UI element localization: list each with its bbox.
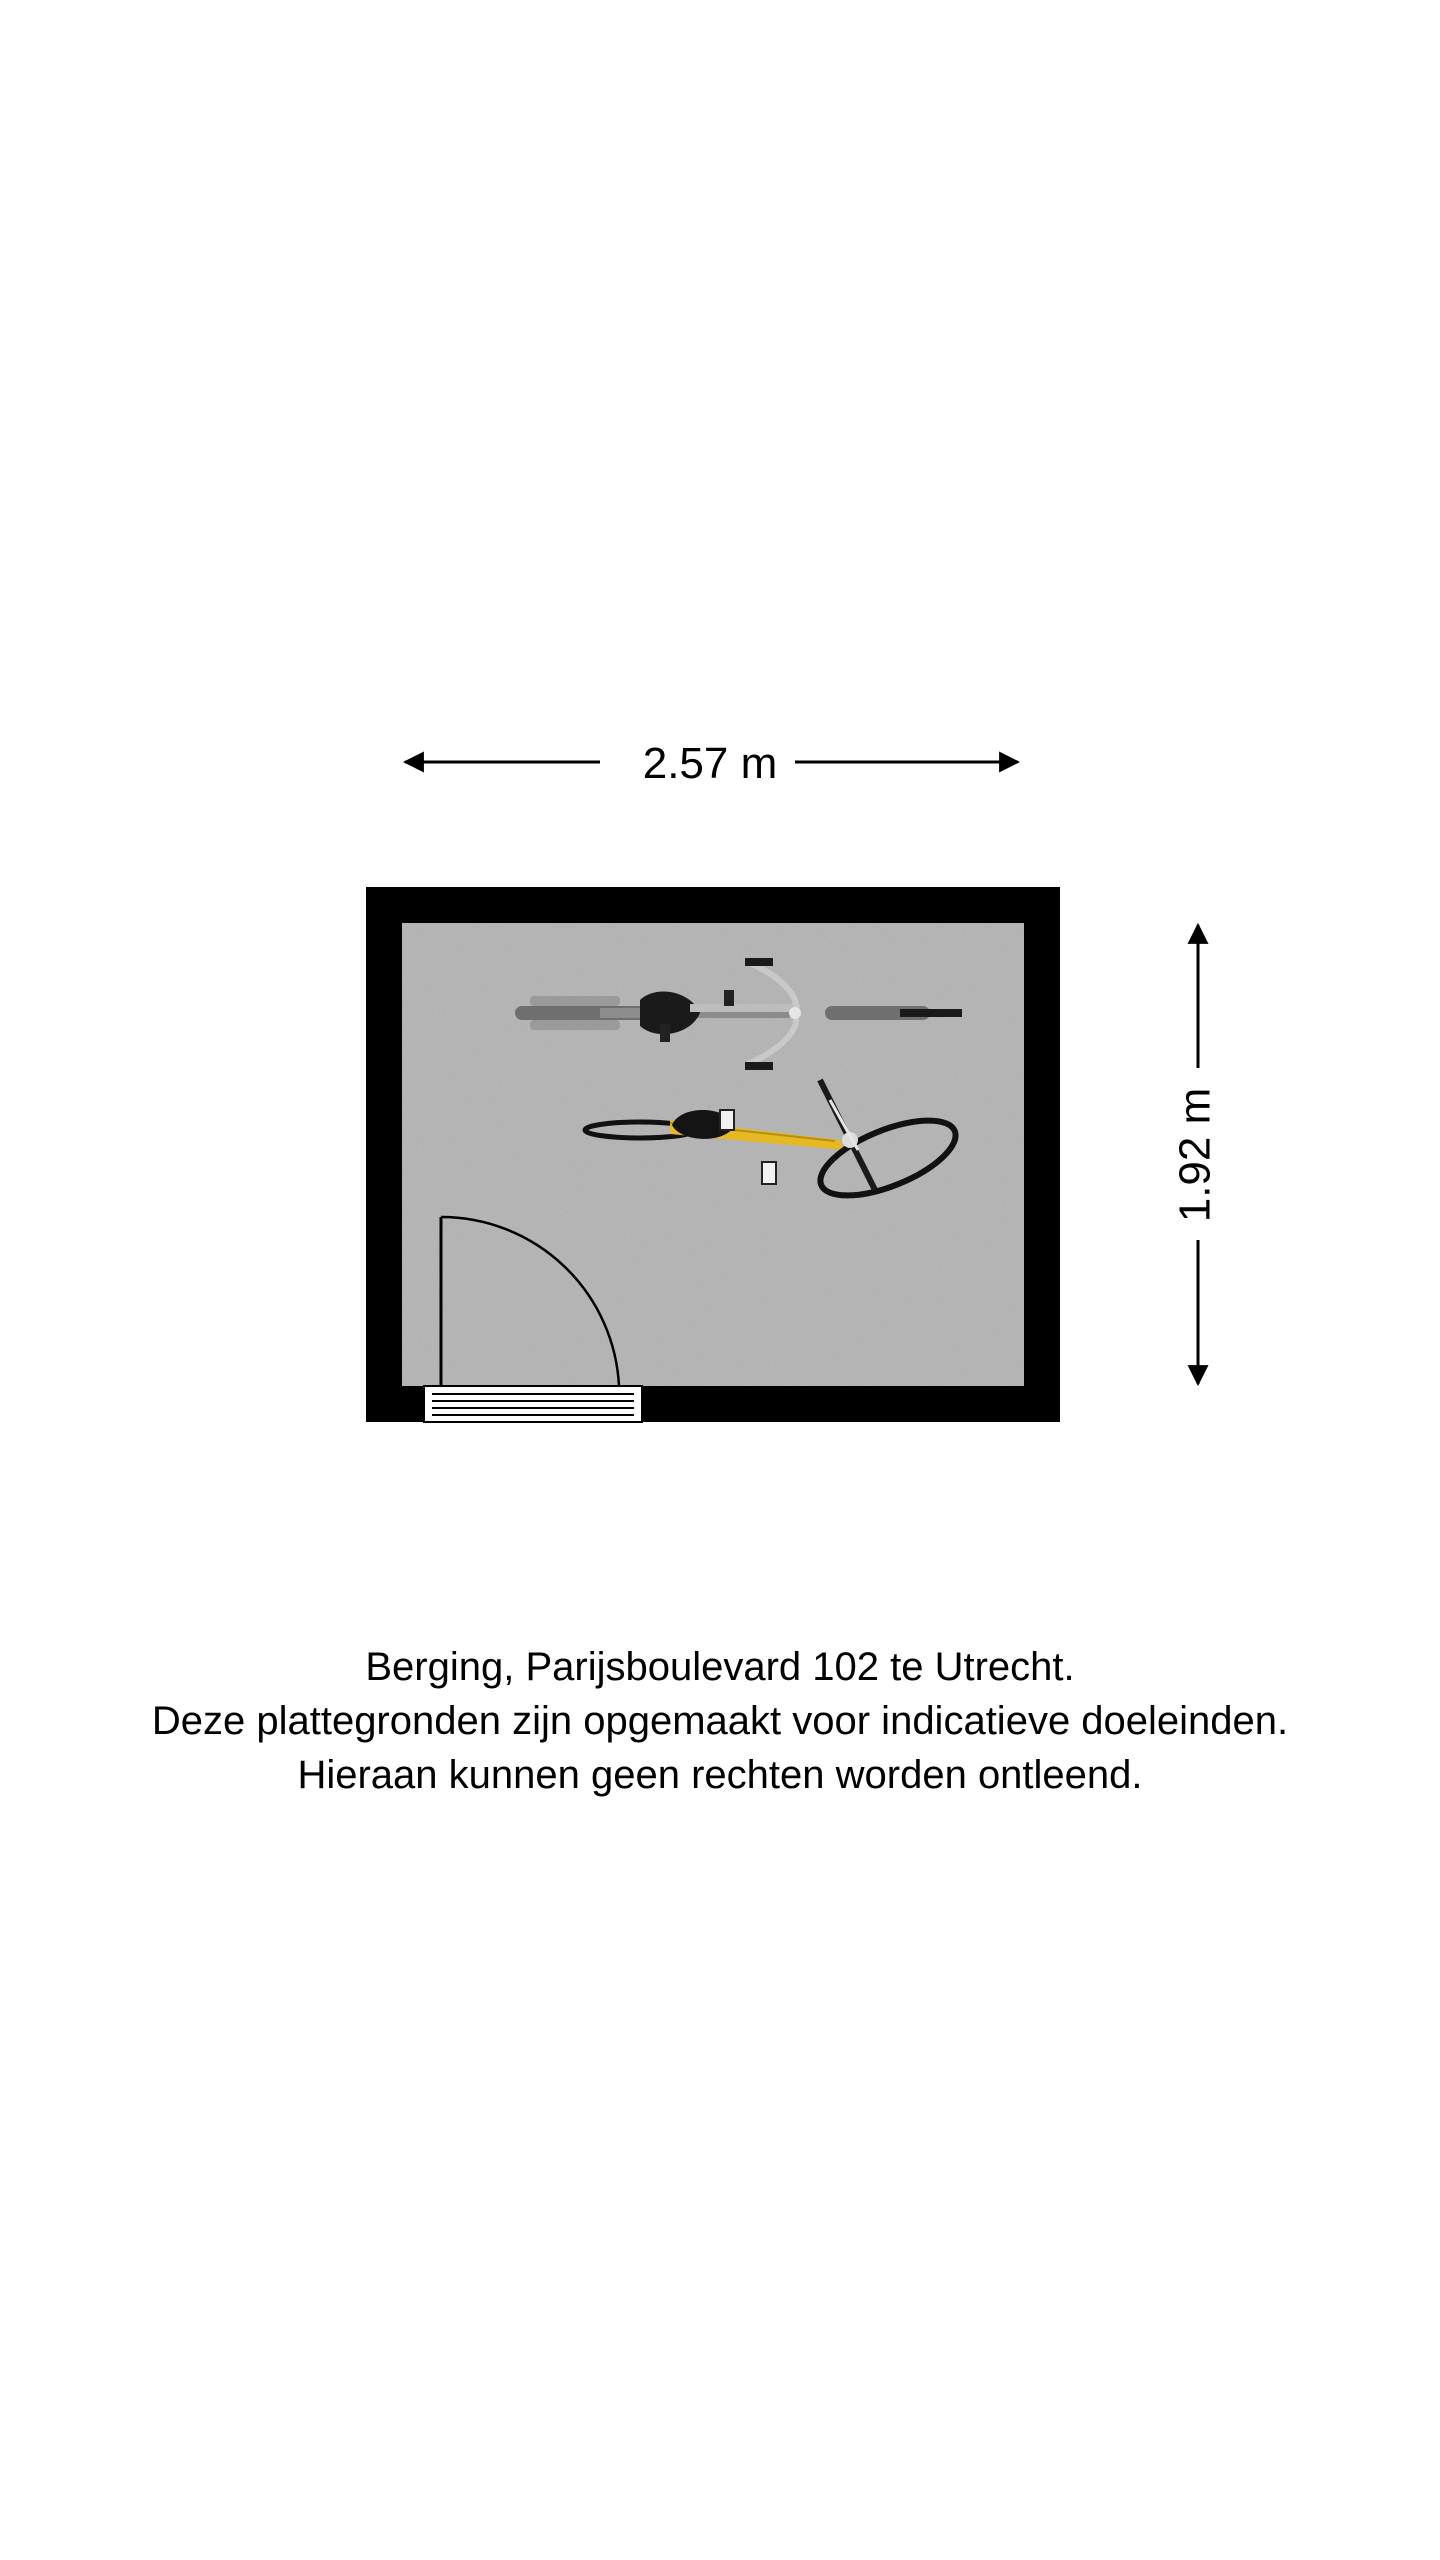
height-dimension-label: 1.92 m <box>1170 1087 1220 1223</box>
height-dimension <box>1171 925 1220 1384</box>
door-opening <box>424 1386 642 1422</box>
width-dimension <box>405 739 1018 788</box>
caption-disclaimer-line-1: Deze plattegronden zijn opgemaakt voor indicatieve doeleinden. <box>151 1699 1289 1743</box>
floor-texture <box>402 923 1024 1386</box>
width-dimension-label: 2.57 m <box>642 739 778 788</box>
caption-title: Berging, Parijsboulevard 102 te Utrecht. <box>365 1645 1075 1689</box>
caption-disclaimer-line-2: Hieraan kunnen geen rechten worden ontleend. <box>297 1753 1143 1797</box>
caption <box>0 1640 1440 1802</box>
